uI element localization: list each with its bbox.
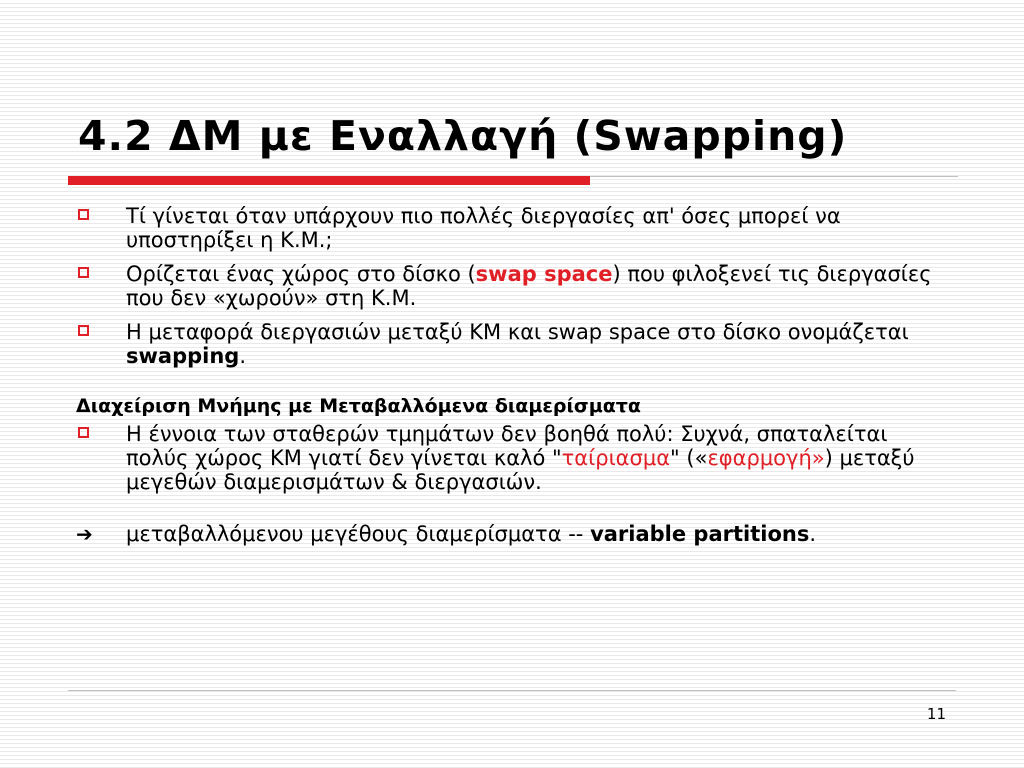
arrow-right-icon: ➔ xyxy=(76,522,93,546)
title-underline-red xyxy=(68,176,590,185)
bullet-item-1 xyxy=(76,204,956,252)
conclusion-text: μεταβαλλόμενου μεγέθους διαμερίσματα -- xyxy=(126,522,591,546)
swap-space-term: swap space xyxy=(475,262,613,286)
conclusion-item xyxy=(76,522,956,546)
bullet-text-3-after: . xyxy=(239,344,247,368)
conclusion-after: . xyxy=(809,522,817,546)
hollow-square-icon xyxy=(78,267,89,278)
bullet-text-2-after: ) που φιλοξενεί τις διεργασίες που δεν «χωρούν» στη Κ.Μ. xyxy=(126,262,932,310)
page-number: 11 xyxy=(926,705,946,723)
hollow-square-icon xyxy=(78,427,89,438)
slide-title: 4.2 ΔΜ με Εναλλαγή (Swapping) xyxy=(78,112,848,160)
hollow-square-icon xyxy=(78,325,89,336)
bullet-item-4 xyxy=(76,422,956,494)
variable-partitions-term: variable partitions xyxy=(590,522,810,546)
bullet-text-1: Τί γίνεται όταν υπάρχουν πιο πολλές διεργασίες απ' όσες μπορεί να υποστηρίξει η Κ.Μ.; xyxy=(126,204,841,252)
slide-content xyxy=(76,204,956,546)
bullet-text-4-part2: " (« xyxy=(670,446,708,470)
bullet-item-2 xyxy=(76,262,956,310)
matching-term: ταίριασμα xyxy=(561,446,671,470)
footer-rule xyxy=(68,690,956,691)
swapping-term: swapping xyxy=(126,344,240,368)
bullet-text-4-part3: ) μεταξύ μεγεθών διαμερισμάτων & διεργασιών. xyxy=(126,446,915,494)
section-subheading: Διαχείριση Μνήμης με Μεταβαλλόμενα διαμερίσματα xyxy=(76,395,641,417)
bullet-text-3-before: Η μεταφορά διεργασιών μεταξύ ΚΜ και swap space στο δίσκο ονομάζεται xyxy=(126,320,909,344)
bullet-text-2-before: Ορίζεται ένας χώρος στο δίσκο ( xyxy=(126,262,476,286)
application-term: εφαρμογή» xyxy=(707,446,825,470)
hollow-square-icon xyxy=(78,209,89,220)
bullet-text-4-part1: Η έννοια των σταθερών τμημάτων δεν βοηθά πολύ: Συχνά, σπαταλείται πολύς χώρος ΚΜ γιατί δεν γίνεται καλό " xyxy=(126,422,888,470)
bullet-item-3 xyxy=(76,320,956,368)
title-underline-thin xyxy=(590,176,958,177)
